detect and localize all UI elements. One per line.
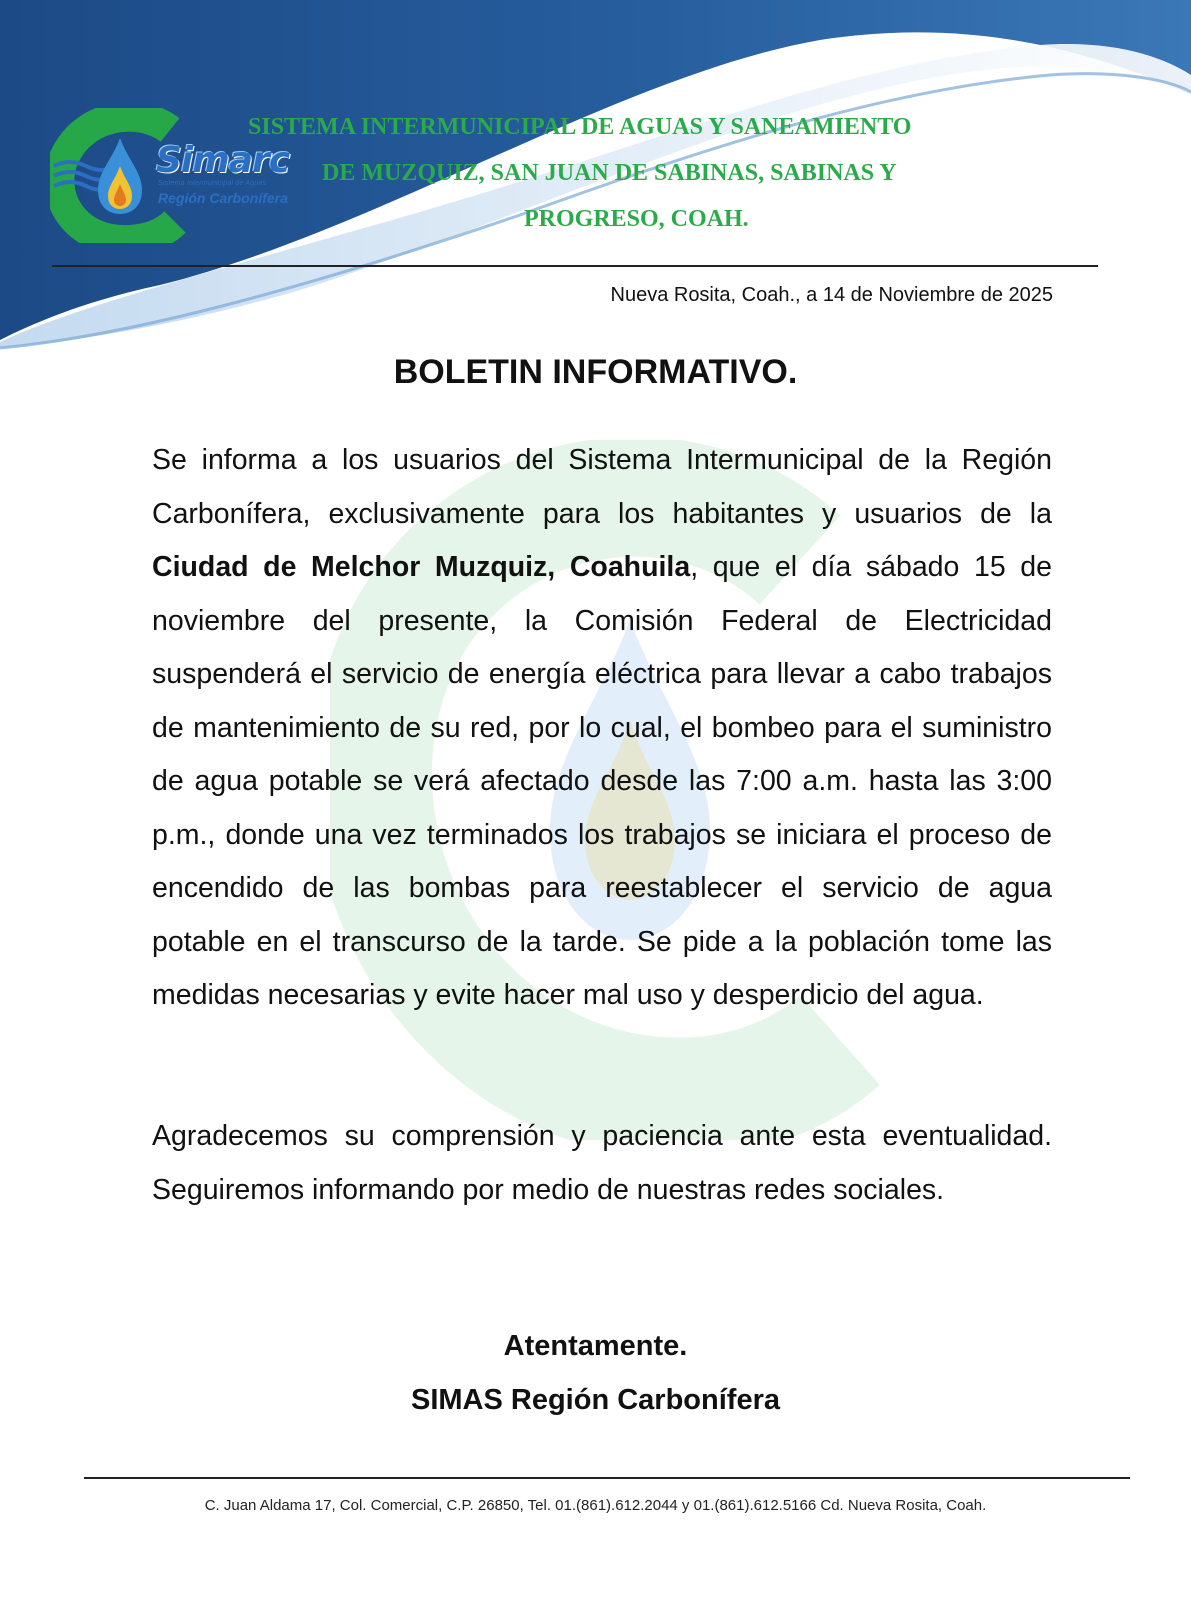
signature-closing: Atentamente. (503, 1330, 688, 1362)
para1-text-before: Se informa a los usuarios del Sistema Intermunicipal de la Región Carbonífera, exclusivamente para los habitantes y usuarios de la (152, 444, 1052, 530)
document-title: BOLETIN INFORMATIVO. (393, 353, 798, 391)
body-paragraph-1 (152, 434, 1052, 1023)
footer-address: C. Juan Aldama 17, Col. Comercial, C.P. 26850, Tel. 01.(861).612.2044 y 01.(861).612.5166 Cd. Nueva Rosita, Coah. (204, 1497, 987, 1514)
org-name-line-1: SISTEMA INTERMUNICIPAL DE AGUAS Y SANEAMIENTO (248, 114, 912, 140)
body-paragraph-2: Agradecemos su comprensión y paciencia ante esta eventualidad. Seguiremos informando por medio de nuestras redes sociales. (152, 1120, 1052, 1206)
logo-region: Región Carbonífera (158, 190, 288, 206)
date-line: Nueva Rosita, Coah., a 14 de Noviembre de 2025 (610, 284, 1053, 306)
logo-wordmark: Simarc (156, 140, 290, 181)
para1-text-after: , que el día sábado 15 de noviembre del presente, la Comisión Federal de Electricidad suspenderá el servicio de energía eléctrica para llevar a cabo trabajos de mantenimiento de su red, por lo cual, el bombeo para el suministro de agua potable se verá afectado desde las 7:00 a.m. hasta las 3:00 p.m., donde una vez terminados los trabajos se iniciara el proceso de encendido de las bombas para reestablecer el servicio de agua potable en el transcurso de la tarde. Se pide a la población tome las medidas necesarias y evite hacer mal uso y desperdicio del agua. (152, 551, 1052, 1011)
para1-bold-location: Ciudad de Melchor Muzquiz, Coahuila (152, 551, 691, 583)
org-name-line-3: PROGRESO, COAH. (524, 206, 749, 232)
logo-subtitle: Sistema Intermunicipal de Aguas (158, 180, 267, 187)
org-name-line-2: DE MUZQUIZ, SAN JUAN DE SABINAS, SABINAS Y (322, 160, 897, 186)
footer-divider (84, 1477, 1130, 1479)
signature-organization: SIMAS Región Carbonífera (411, 1384, 780, 1416)
header-divider (52, 265, 1098, 267)
